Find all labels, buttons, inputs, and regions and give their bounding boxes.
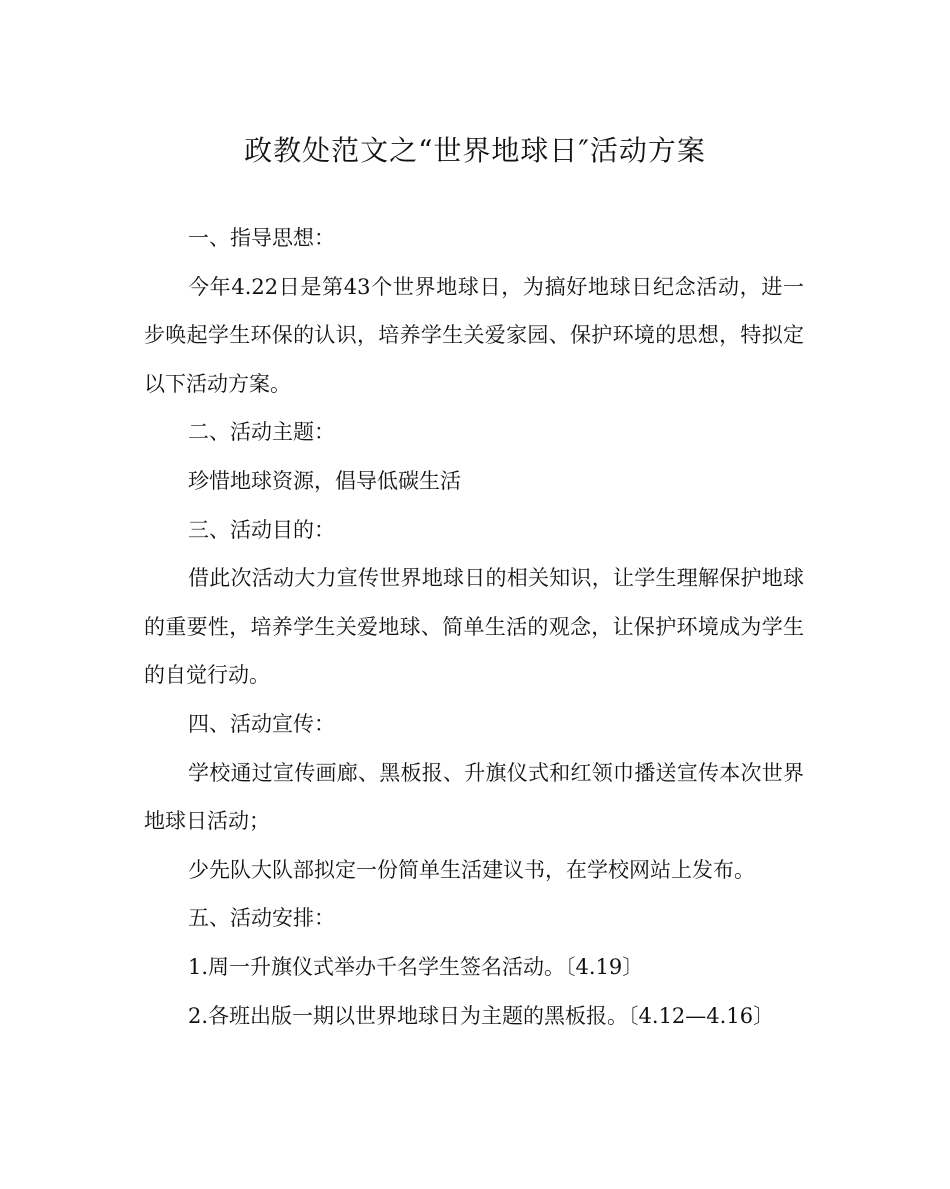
document-title: 政教处范文之“世界地球日″活动方案 <box>244 134 706 167</box>
section-heading-guiding-ideology: 一、指导思想： <box>188 226 335 250</box>
document-body <box>144 214 804 1040</box>
section-heading-activity-schedule: 五、活动安排： <box>188 906 335 931</box>
section-heading-activity-purpose: 三、活动目的： <box>188 517 335 542</box>
paragraph-publicity-proposal: 少先队大队部拟定一份简单生活建议书，在学校网站上发布。 <box>188 857 755 882</box>
paragraph-guiding-ideology: 今年4.22日是第43个世界地球日，为搞好地球日纪念活动，进一步唤起学生环保的认识，培养学生关爱家园、保护环境的思想，特拟定以下活动方案。 <box>144 274 804 396</box>
paragraph-activity-theme: 珍惜地球资源，倡导低碳生活 <box>188 468 461 493</box>
section-heading-activity-theme: 二、活动主题： <box>188 420 335 445</box>
paragraph-activity-purpose: 借此次活动大力宣传世界地球日的相关知识，让学生理解保护地球的重要性，培养学生关爱地球、简单生活的观念，让保护环境成为学生的自觉行动。 <box>144 566 804 688</box>
paragraph-publicity-channels: 学校通过宣传画廊、黑板报、升旗仪式和红领巾播送宣传本次世界地球日活动； <box>144 760 804 834</box>
schedule-item-2: 2.各班出版一期以世界地球日为主题的黑板报。〔4.12—4.16〕 <box>188 1003 775 1028</box>
section-heading-activity-publicity: 四、活动宣传： <box>188 711 335 736</box>
schedule-item-1: 1.周一升旗仪式举办千名学生签名活动。〔4.19〕 <box>188 954 644 979</box>
